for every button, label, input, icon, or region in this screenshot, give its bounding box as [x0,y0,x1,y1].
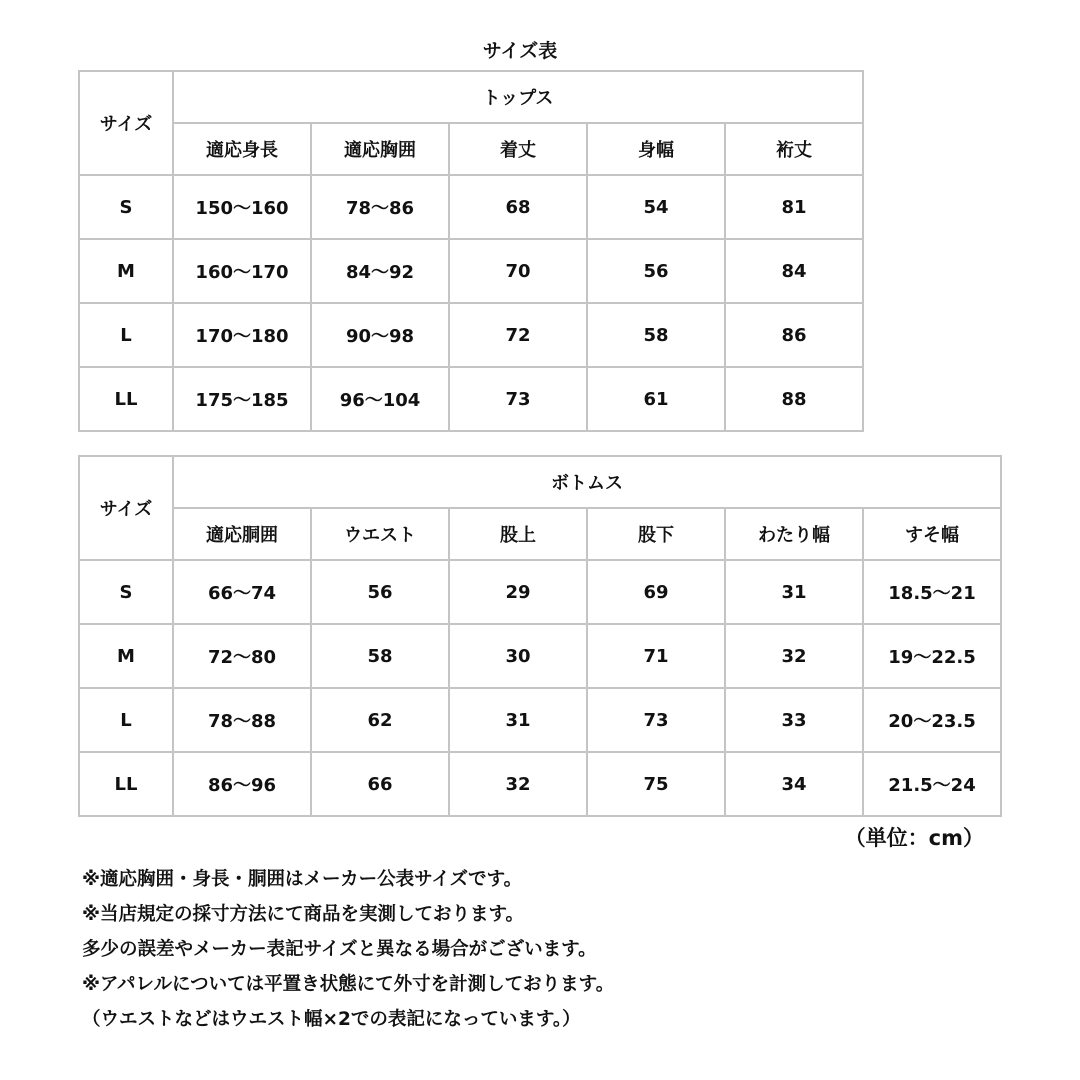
table-cell: 19～22.5 [863,624,1001,688]
table-row [79,624,1001,688]
table-cell: 73 [587,688,725,752]
table-cell: 34 [725,752,863,816]
table-row [79,752,1001,816]
table-row [79,175,863,239]
table-cell: 150～160 [173,175,311,239]
table-cell: 84～92 [311,239,449,303]
table-cell: 96～104 [311,367,449,431]
size-cell: M [79,624,173,688]
size-cell: S [79,560,173,624]
table-cell: 32 [725,624,863,688]
table-cell: 78～88 [173,688,311,752]
table-cell: 18.5～21 [863,560,1001,624]
table-row [79,367,863,431]
table-cell: 56 [311,560,449,624]
table-cell: 69 [587,560,725,624]
table-cell: 66 [311,752,449,816]
table-row [79,303,863,367]
tops-column-header: 適応胸囲 [311,123,449,175]
note-line: ※アパレルについては平置き状態にて外寸を計測しております。 [82,974,615,995]
table-row [79,239,863,303]
table-cell: 73 [449,367,587,431]
size-cell: L [79,688,173,752]
table-cell: 78～86 [311,175,449,239]
tops-group-row [79,71,863,123]
tops-column-header: 適応身長 [173,123,311,175]
table-cell: 71 [587,624,725,688]
bottoms-group-row [79,456,1001,508]
bottoms-column-header: 股下 [587,508,725,560]
bottoms-column-header-row [79,508,1001,560]
table-cell: 86 [725,303,863,367]
tops-column-header-row [79,123,863,175]
table-cell: 31 [449,688,587,752]
table-cell: 81 [725,175,863,239]
size-cell: LL [79,367,173,431]
tops-column-header: 裄丈 [725,123,863,175]
note-line: ※当店規定の採寸方法にて商品を実測しております。 [82,904,525,925]
table-cell: 72～80 [173,624,311,688]
table-cell: 68 [449,175,587,239]
bottoms-column-header: 股上 [449,508,587,560]
unit-note: （単位：cm） [844,826,984,850]
tops-group-header: トップス [173,71,863,123]
note-line: ※適応胸囲・身長・胴囲はメーカー公表サイズです。 [82,869,523,890]
table-cell: 75 [587,752,725,816]
table-cell: 31 [725,560,863,624]
size-cell: LL [79,752,173,816]
table-cell: 54 [587,175,725,239]
tops-column-header: 身幅 [587,123,725,175]
table-cell: 33 [725,688,863,752]
table-cell: 175～185 [173,367,311,431]
table-row [79,688,1001,752]
bottoms-group-header: ボトムス [173,456,1001,508]
table-cell: 61 [587,367,725,431]
table-cell: 170～180 [173,303,311,367]
bottoms-size-header: サイズ [79,456,173,560]
table-cell: 58 [311,624,449,688]
table-cell: 90～98 [311,303,449,367]
tops-size-table [78,70,864,432]
table-cell: 72 [449,303,587,367]
bottoms-column-header: 適応胴囲 [173,508,311,560]
bottoms-column-header: ウエスト [311,508,449,560]
table-cell: 20～23.5 [863,688,1001,752]
table-cell: 62 [311,688,449,752]
size-cell: L [79,303,173,367]
notes-block [82,862,1042,1037]
bottoms-column-header: すそ幅 [863,508,1001,560]
note-line: （ウエストなどはウエスト幅×2での表記になっています。） [82,1009,581,1030]
table-cell: 56 [587,239,725,303]
table-cell: 32 [449,752,587,816]
table-cell: 84 [725,239,863,303]
table-cell: 160～170 [173,239,311,303]
table-cell: 29 [449,560,587,624]
table-cell: 66～74 [173,560,311,624]
size-cell: S [79,175,173,239]
bottoms-size-table [78,455,1002,817]
tops-column-header: 着丈 [449,123,587,175]
table-cell: 88 [725,367,863,431]
tops-size-header: サイズ [79,71,173,175]
page-title: サイズ表 [482,40,558,62]
bottoms-column-header: わたり幅 [725,508,863,560]
table-row [79,560,1001,624]
table-cell: 58 [587,303,725,367]
table-cell: 21.5～24 [863,752,1001,816]
size-cell: M [79,239,173,303]
table-cell: 86～96 [173,752,311,816]
note-line: 多少の誤差やメーカー表記サイズと異なる場合がございます。 [82,939,597,960]
table-cell: 70 [449,239,587,303]
table-cell: 30 [449,624,587,688]
